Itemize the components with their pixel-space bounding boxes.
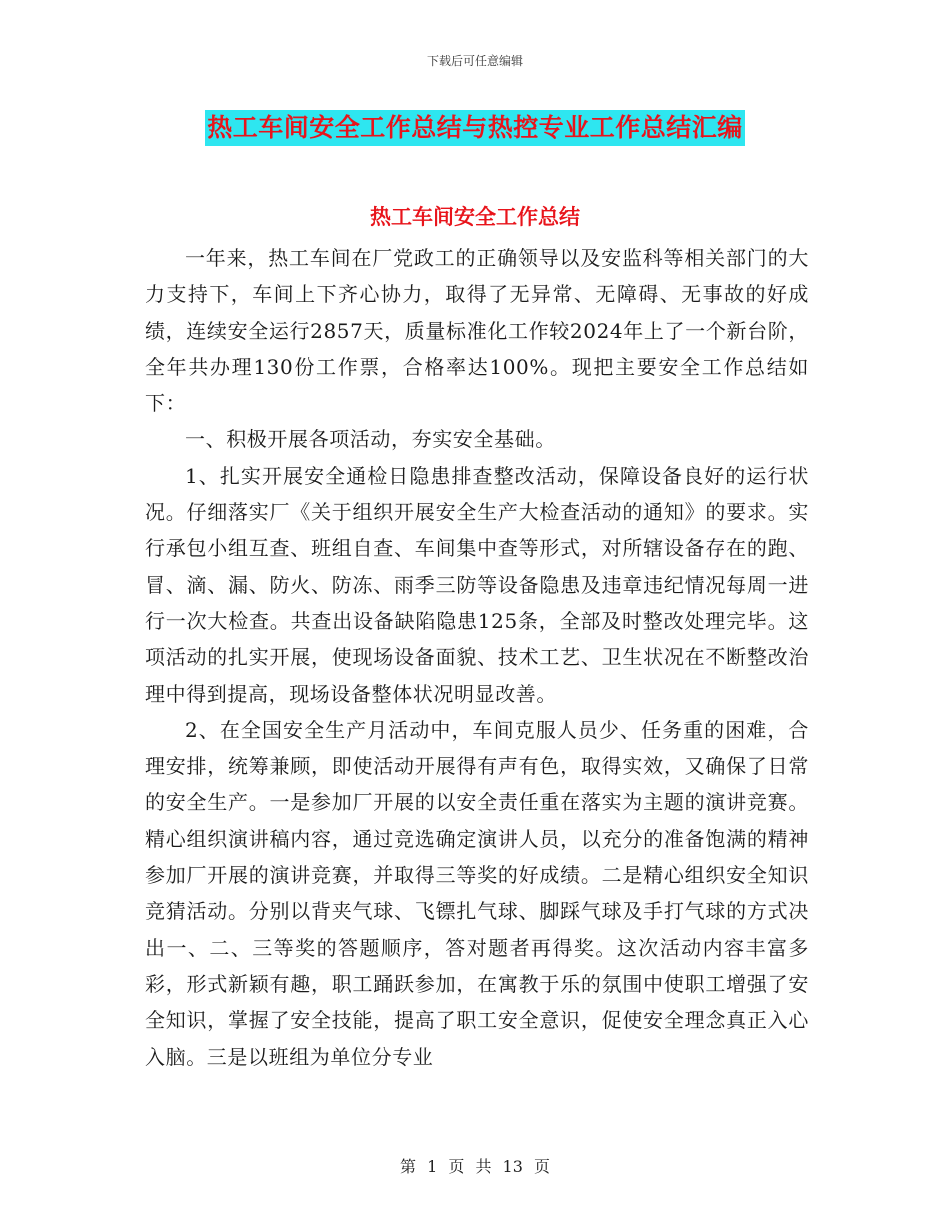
document-main-title: 热工车间安全工作总结与热控专业工作总结汇编 (205, 110, 745, 146)
page-header-note: 下载后可任意编辑 (426, 54, 523, 68)
paragraph-item-1: 1、扎实开展安全通检日隐患排查整改活动，保障设备良好的运行状况。仔细落实厂《关于组织开展安全生产大检查活动的通知》的要求。实行承包小组互查、班组自查、车间集中查等形式，对所辖设备存在的跑、冒、滴、漏、防火、防冻、雨季三防等设备隐患及违章违纪情况每周一进行一次大检查。共查出设备缺陷隐患125条，全部及时整改处理完毕。这项活动的扎实开展，使现场设备面貌、技术工艺、卫生状况在不断整改治理中得到提高，现场设备整体状况明显改善。 (145, 463, 809, 706)
section-title: 热工车间安全工作总结 (370, 205, 580, 229)
page-footer-number: 第 1 页 共 13 页 (400, 1157, 550, 1176)
paragraph-intro: 一年来，热工车间在厂党政工的正确领导以及安监科等相关部门的大力支持下，车间上下齐心协力，取得了无异常、无障碍、无事故的好成绩，连续安全运行2857天，质量标准化工作较2024年上了一个新台阶，全年共办理130份工作票，合格率达100%。现把主要安全工作总结如下： (145, 246, 809, 416)
main-title-container (0, 110, 950, 146)
paragraph-heading-1: 一、积极开展各项活动，夯实安全基础。 (185, 427, 556, 452)
document-body (145, 240, 809, 1075)
paragraph-item-2: 2、在全国安全生产月活动中，车间克服人员少、任务重的困难，合理安排，统筹兼顾，即使活动开展得有声有色，取得实效，又确保了日常的安全生产。一是参加厂开展的以安全责任重在落实为主题的演讲竞赛。精心组织演讲稿内容，通过竞选确定演讲人员，以充分的准备饱满的精神参加厂开展的演讲竞赛，并取得三等奖的好成绩。二是精心组织安全知识竞猜活动。分别以背夹气球、飞镖扎气球、脚踩气球及手打气球的方式决出一、二、三等奖的答题顺序，答对题者再得奖。这次活动内容丰富多彩，形式新颖有趣，职工踊跃参加，在寓教于乐的氛围中使职工增强了安全知识，掌握了安全技能，提高了职工安全意识，促使安全理念真正入心入脑。三是以班组为单位分专业 (145, 717, 809, 1069)
